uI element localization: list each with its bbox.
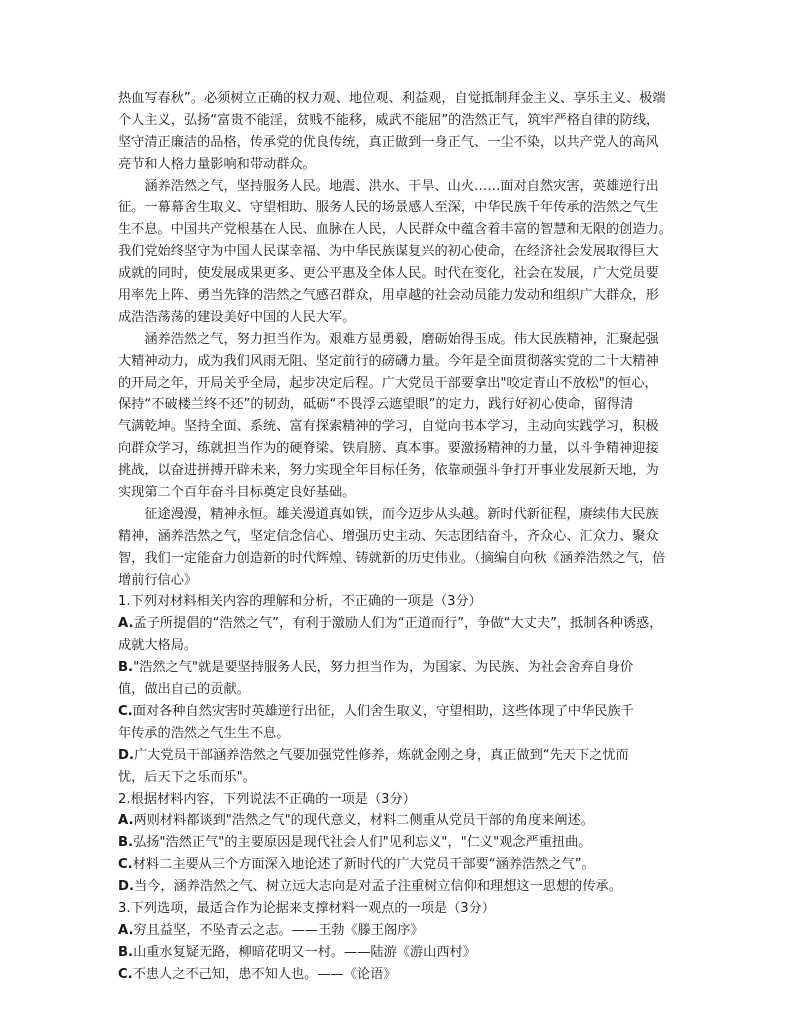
option-label: D. <box>118 879 134 895</box>
text-line: 个人主义，弘扬“富贵不能淫，贫贱不能移，威武不能屈”的浩然正气，筑牢严格自律的防线， <box>118 112 660 128</box>
option-label: A. <box>118 922 134 938</box>
question-stem: 1.下列对材料相关内容的理解和分析，不正确的一项是（3分） <box>118 594 482 610</box>
option-a <box>118 920 678 942</box>
option-text: 当今，涵养浩然之气、树立远大志向是对孟子注重树立信仰和理想这一思想的传承。 <box>133 879 622 895</box>
option-b <box>118 657 678 679</box>
text-line: 亮节和人格力量影响和带动群众。 <box>118 156 316 172</box>
option-d <box>118 745 678 767</box>
question-3 <box>118 898 678 986</box>
option-label: B. <box>118 660 134 676</box>
option-label: C. <box>118 703 133 719</box>
option-a <box>118 810 678 832</box>
text-line: 涵养浩然之气，努力担当作为。艰难方显勇毅，磨砺始得玉成。伟大民族精神，汇聚起强 <box>118 331 659 347</box>
option-c <box>118 964 678 986</box>
question-stem: 2.根据材料内容，下列说法不正确的一项是（3分） <box>118 791 416 807</box>
option-d-cont: 忧，后天下之乐而乐"。 <box>118 769 256 785</box>
text-line: 智，我们一定能奋力创造新的时代辉煌、铸就新的历史伟业。（摘编自向秋《涵养浩然之气，倍 <box>118 550 666 566</box>
text-line: 我们党始终坚守为中国人民谋幸福、为中华民族谋复兴的初心使命，在经济社会发展取得巨大 <box>118 244 659 260</box>
option-d <box>118 876 678 898</box>
option-label: A. <box>118 616 134 632</box>
option-label: B. <box>118 835 134 851</box>
option-b <box>118 942 678 964</box>
option-text: "浩然之气"就是要坚持服务人民，努力担当作为，为国家、为民族、为社会舍弃自身价 <box>133 660 634 676</box>
option-text: 穷且益坚，不坠青云之志。——王勃《滕王阁序》 <box>133 922 424 938</box>
text-line: 气满乾坤。坚持全面、系统、富有探索精神的学习，自觉向书本学习，主动向实践学习，积极 <box>118 419 659 435</box>
option-text: 弘扬"浩然正气"的主要原因是现代社会人们"见利忘义"，"仁义"观念严重扭曲。 <box>133 835 592 851</box>
option-text: 面对各种自然灾害时英雄逆行出征，人们舍生取义，守望相助，这些体现了中华民族千 <box>132 703 634 719</box>
paragraph-1 <box>118 88 678 176</box>
question-stem: 3.下列选项，最适合作为论据来支撑材料一观点的一项是（3分） <box>118 900 496 916</box>
option-label: C. <box>118 857 133 873</box>
text-line: 的开局之年，开局关乎全局，起步决定后程。广大党员干部要拿出"咬定青山不放松"的恒心， <box>118 375 658 391</box>
text-line: 生不息。中国共产党根基在人民、血脉在人民，人民群众中蕴含着丰富的智慧和无限的创造力。 <box>118 222 672 238</box>
text-line: 热血写春秋”。必须树立正确的权力观、地位观、利益观，自觉抵制拜金主义、享乐主义、极端 <box>118 91 666 106</box>
option-b <box>118 832 678 854</box>
question-1 <box>118 591 678 788</box>
option-label: B. <box>118 944 134 960</box>
option-text: 孟子所提倡的“浩然之气”，有利于激励人们为“正道而行”，争做“大丈夫”，抵制各种诱惑， <box>133 616 663 632</box>
text-line: 保持“不破楼兰终不还”的韧劲，砥砺“不畏浮云遮望眼”的定力，践行好初心使命，留得清 <box>118 397 634 413</box>
paragraph-3 <box>118 329 678 504</box>
option-c <box>118 854 678 876</box>
option-label: D. <box>118 747 134 763</box>
option-label: C. <box>118 966 133 982</box>
option-c <box>118 701 678 723</box>
text-line: 精神，涵养浩然之气，坚定信念信心、增强历史主动、矢志团结奋斗，齐众心、汇众力、聚众 <box>118 528 659 544</box>
option-text: 山重水复疑无路，柳暗花明又一村。——陆游《游山西村》 <box>133 944 476 960</box>
text-line: 成浩浩荡荡的建设美好中国的人民大军。 <box>118 309 356 325</box>
text-line: 大精神动力，成为我们风雨无阻、坚定前行的磅礴力量。今年是全面贯彻落实党的二十大精神 <box>118 353 659 369</box>
text-line: 实现第二个百年奋斗目标奠定良好基础。 <box>118 485 356 501</box>
option-text: 广大党员干部涵养浩然之气要加强党性修养，炼就金刚之身，真正做到“先天下之忧而 <box>133 747 629 763</box>
text-line: 用率先上阵、勇当先锋的浩然之气感召群众，用卓越的社会动员能力发动和组织广大群众，形 <box>118 288 659 304</box>
text-line: 征途漫漫，精神永恒。雄关漫道真如铁，而今迈步从头越。新时代新征程，赓续伟大民族 <box>118 506 659 522</box>
document-page <box>118 88 678 986</box>
text-line: 涵养浩然之气，坚持服务人民。地震、洪水、干旱、山火……面对自然灾害，英雄逆行出 <box>118 178 659 194</box>
paragraph-2 <box>118 176 678 329</box>
text-line: 坚守清正廉洁的品格，传承党的优良传统，真正做到一身正气、一尘不染，以共产党人的高风 <box>118 134 659 150</box>
text-line: 挑战，以奋进拼搏开辟未来，努力实现全年目标任务，依靠顽强斗争打开事业发展新天地，为 <box>118 463 659 479</box>
option-b-cont: 值，做出自己的贡献。 <box>118 682 250 698</box>
option-text: 材料二主要从三个方面深入地论述了新时代的广大党员干部要“涵养浩然之气”。 <box>132 857 595 873</box>
option-label: A. <box>118 813 134 829</box>
text-line: 征。一幕幕舍生取义、守望相助、服务人民的场景感人至深，中华民族千年传承的浩然之气生 <box>118 200 659 216</box>
option-text: 两则材料都谈到"浩然之气"的现代意义，材料二侧重从党员干部的角度来阐述。 <box>133 813 594 829</box>
paragraph-4 <box>118 504 678 592</box>
option-text: 不患人之不己知，患不知人也。——《论语》 <box>132 966 397 982</box>
text-line: 增前行信心》 <box>118 572 198 588</box>
question-2 <box>118 789 678 898</box>
option-c-cont: 年传承的浩然之气生生不息。 <box>118 725 290 741</box>
option-a <box>118 613 678 635</box>
text-line: 成就的同时，使发展成果更多、更公平惠及全体人民。时代在变化，社会在发展，广大党员要 <box>118 266 659 282</box>
option-a-cont: 成就大格局。 <box>118 638 198 654</box>
text-line: 向群众学习，练就担当作为的硬脊梁、铁肩膀、真本事。要激扬精神的力量，以斗争精神迎接 <box>118 441 659 457</box>
